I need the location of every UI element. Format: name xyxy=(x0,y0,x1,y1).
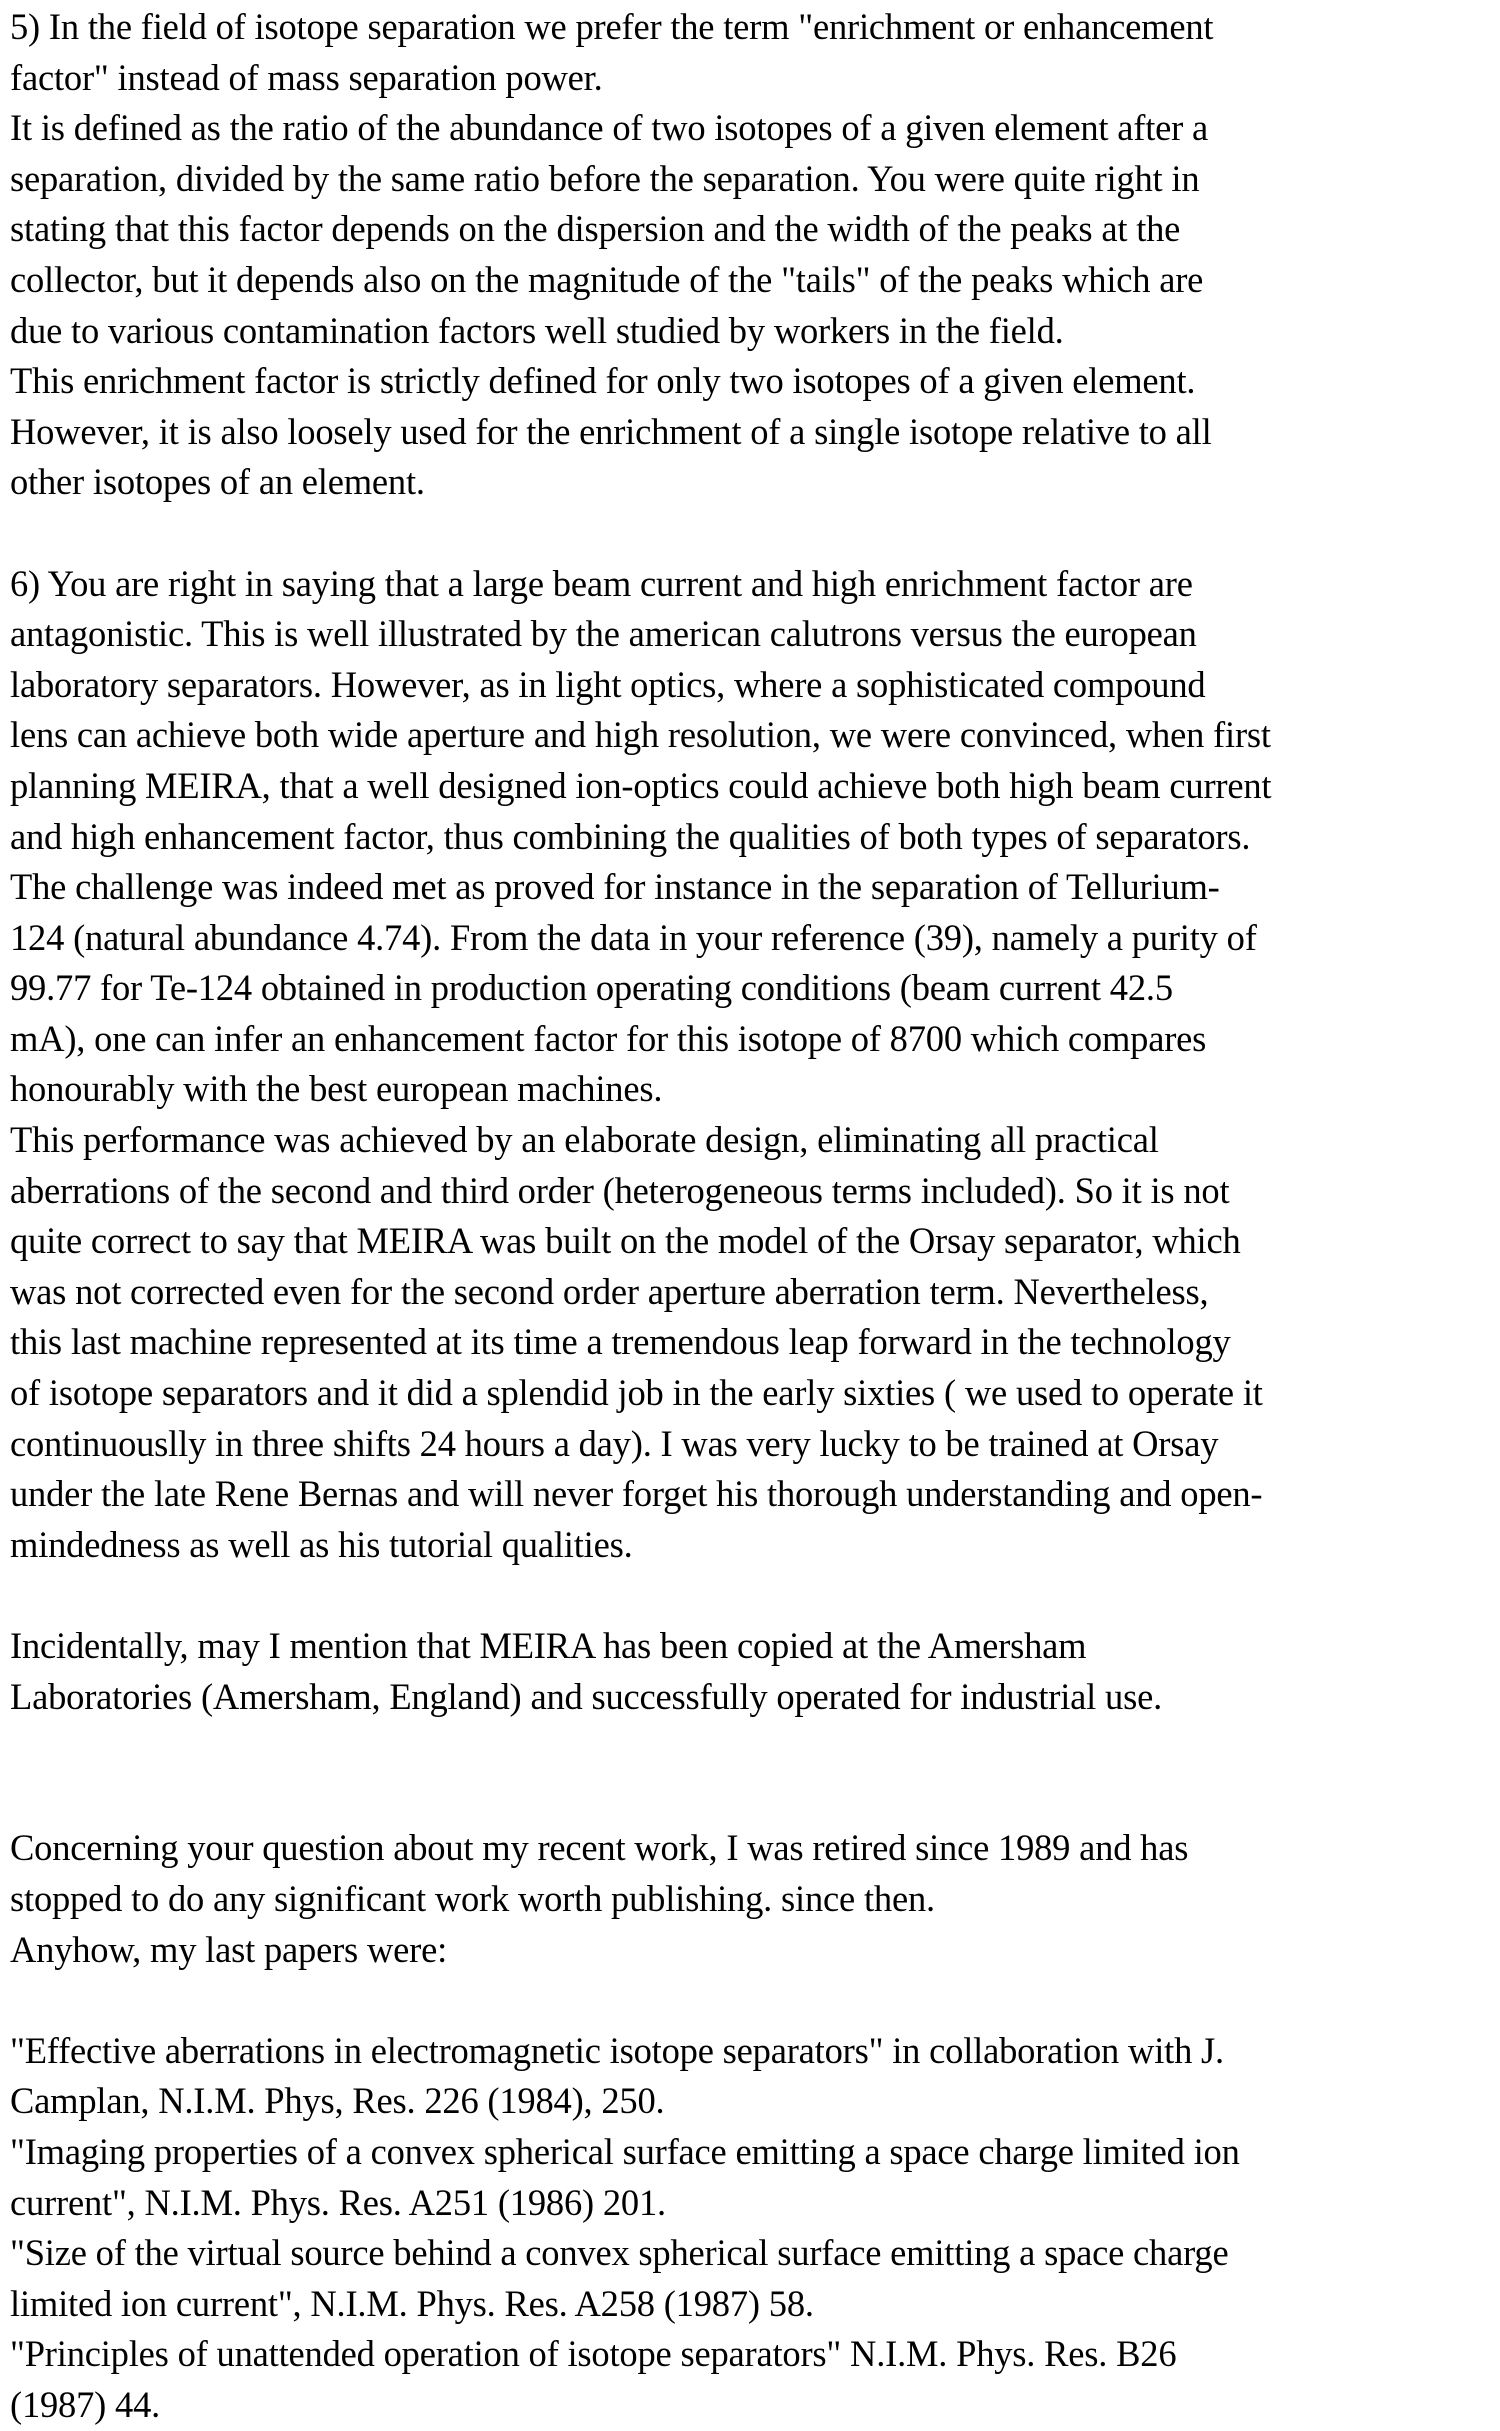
text-line: stopped to do any significant work worth publishing. since then. xyxy=(10,1877,935,1919)
text-line: This enrichment factor is strictly defined for only two isotopes of a given element. xyxy=(10,360,1196,402)
publication-line: limited ion current", N.I.M. Phys. Res. A258 (1987) 58. xyxy=(10,2282,814,2324)
paragraph-spacer xyxy=(10,1570,1495,1621)
paragraph-amersham xyxy=(10,1621,1495,1722)
text-line: 5) In the field of isotope separation we prefer the term "enrichment or enhancement xyxy=(10,6,1214,47)
text-line: aberrations of the second and third order (heterogeneous terms included). So it is not xyxy=(10,1169,1230,1211)
paragraph-spacer xyxy=(10,1975,1495,2026)
text-line: honourably with the best european machines. xyxy=(10,1068,663,1110)
text-line: mA), one can infer an enhancement factor for this isotope of 8700 which compares xyxy=(10,1017,1207,1059)
paragraph-spacer xyxy=(10,1773,1495,1824)
text-line: This performance was achieved by an elaborate design, eliminating all practical xyxy=(10,1119,1159,1161)
text-line: quite correct to say that MEIRA was built on the model of the Orsay separator, which xyxy=(10,1220,1241,1262)
publication-line: (1987) 44. xyxy=(10,2383,161,2425)
text-line: collector, but it depends also on the magnitude of the "tails" of the peaks which are xyxy=(10,258,1204,300)
text-line: under the late Rene Bernas and will never forget his thorough understanding and open- xyxy=(10,1473,1263,1515)
publication-line: "Imaging properties of a convex spherical surface emitting a space charge limited ion xyxy=(10,2130,1240,2172)
paragraph-spacer xyxy=(10,508,1495,559)
text-line: 6) You are right in saying that a large beam current and high enrichment factor are xyxy=(10,562,1193,604)
publication-line: "Effective aberrations in electromagnetic isotope separators" in collaboration with J. xyxy=(10,2029,1224,2071)
publication-line: "Principles of unattended operation of isotope separators" N.I.M. Phys. Res. B26 xyxy=(10,2333,1177,2375)
text-line: other isotopes of an element. xyxy=(10,461,425,503)
text-line: laboratory separators. However, as in light optics, where a sophisticated compound xyxy=(10,663,1206,705)
text-line: Concerning your question about my recent work, I was retired since 1989 and has xyxy=(10,1827,1189,1869)
text-line: It is defined as the ratio of the abundance of two isotopes of a given element after a xyxy=(10,107,1209,149)
paragraph-enrichment-factor xyxy=(10,2,1495,508)
text-line: this last machine represented at its time a tremendous leap forward in the technology xyxy=(10,1321,1231,1363)
paragraph-beam-current xyxy=(10,559,1495,1571)
letter-page xyxy=(10,2,1495,2431)
text-line: Laboratories (Amersham, England) and successfully operated for industrial use. xyxy=(10,1675,1163,1717)
text-line: was not corrected even for the second order aperture aberration term. Nevertheless, xyxy=(10,1270,1209,1312)
text-line: 99.77 for Te-124 obtained in production operating conditions (beam current 42.5 xyxy=(10,967,1173,1009)
text-line: planning MEIRA, that a well designed ion-optics could achieve both high beam current xyxy=(10,764,1272,806)
publication-line: current", N.I.M. Phys. Res. A251 (1986) 201. xyxy=(10,2181,666,2223)
text-line: antagonistic. This is well illustrated by the american calutrons versus the european xyxy=(10,613,1197,655)
text-line: However, it is also loosely used for the enrichment of a single isotope relative to all xyxy=(10,410,1212,452)
text-line: of isotope separators and it did a splendid job in the early sixties ( we used to operate it xyxy=(10,1372,1263,1414)
text-line: Anyhow, my last papers were: xyxy=(10,1928,448,1970)
text-line: and high enhancement factor, thus combining the qualities of both types of separators. xyxy=(10,815,1251,857)
text-line: due to various contamination factors well studied by workers in the field. xyxy=(10,309,1064,351)
paragraph-recent-work xyxy=(10,1823,1495,1975)
text-line: 124 (natural abundance 4.74). From the data in your reference (39), namely a purity of xyxy=(10,916,1257,958)
text-line: separation, divided by the same ratio before the separation. You were quite right in xyxy=(10,157,1200,199)
text-line: stating that this factor depends on the dispersion and the width of the peaks at the xyxy=(10,208,1181,250)
text-line: factor" instead of mass separation power. xyxy=(10,56,603,98)
text-line: lens can achieve both wide aperture and high resolution, we were convinced, when first xyxy=(10,714,1271,756)
text-line: continuouslly in three shifts 24 hours a day). I was very lucky to be trained at Orsay xyxy=(10,1422,1219,1464)
paragraph-spacer xyxy=(10,1722,1495,1773)
text-line: Incidentally, may I mention that MEIRA has been copied at the Amersham xyxy=(10,1625,1087,1666)
publication-line: "Size of the virtual source behind a convex spherical surface emitting a space charge xyxy=(10,2232,1229,2274)
paragraph-publication-list xyxy=(10,2026,1495,2431)
text-line: The challenge was indeed met as proved for instance in the separation of Tellurium- xyxy=(10,866,1220,908)
publication-line: Camplan, N.I.M. Phys, Res. 226 (1984), 250. xyxy=(10,2080,665,2122)
text-line: mindedness as well as his tutorial qualities. xyxy=(10,1523,633,1565)
